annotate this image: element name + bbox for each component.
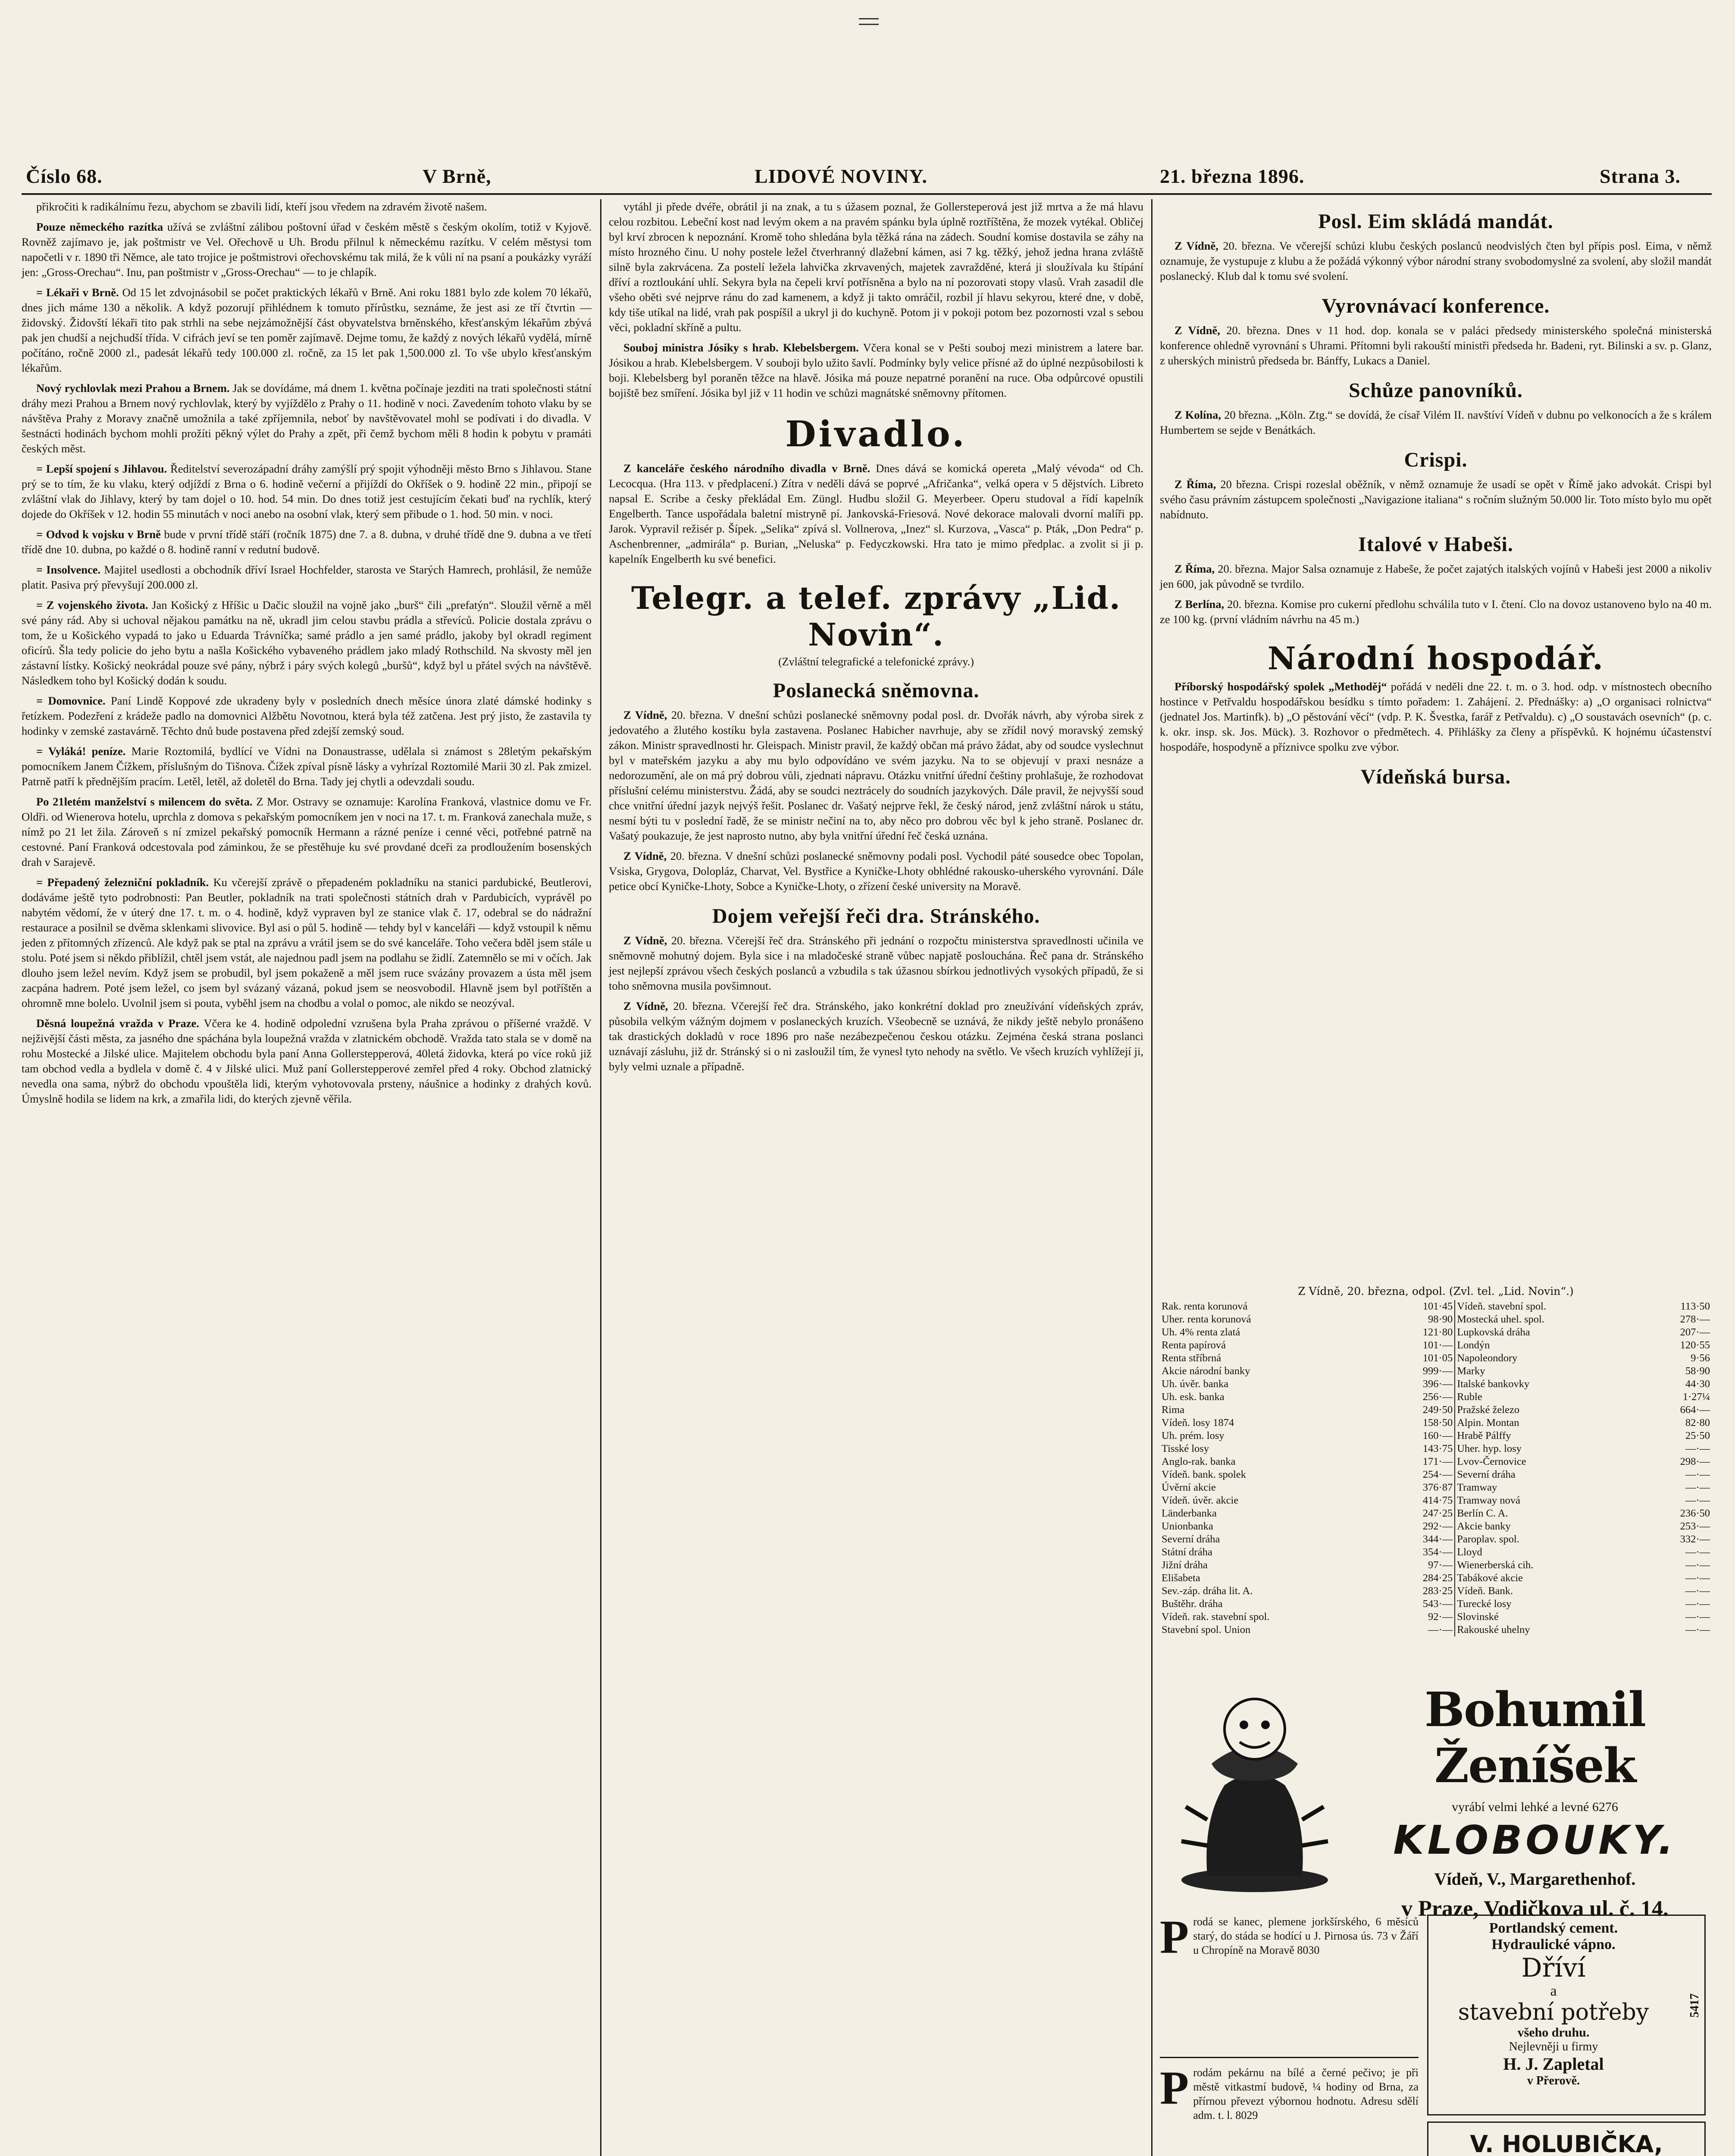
portland-l5: stavební potřeby bbox=[1458, 1999, 1649, 2025]
article-text: Jan Košický z Hříšic u Dačic sloužil na vojně jako „burš“ čili „prefatýn“. Sloužil věrně a měl své pány rád. Aby si uchoval nějakou památku na ně, ukradl jim celou stavbu prádla a střevíců. Policie dostala zprávu o tom, že u Košického vypadá to jako u Eduarda Trávníčka; samé prádlo a jen samé prádlo, jakoby byl okradl regiment oficírů. Šla tedy policie do jeho bytu a našla Košického vybaveného prádlem jako mladý Rothschild. Na skvosty měl jen zástavní lístky. Košický neokrádal pouze své pány, nýbrž i páry svých kolegů „buršů“, když byl u přátel svých na návštěvě. Následkem toho byl Košický dodán k soudu. bbox=[22, 599, 592, 687]
bursa-price: —·— bbox=[1685, 1572, 1710, 1584]
bursa-item: Uher. renta korunová bbox=[1162, 1313, 1251, 1325]
bursa-price: —·— bbox=[1685, 1624, 1710, 1636]
bursa-price: 278·— bbox=[1680, 1313, 1710, 1325]
bursa-row bbox=[1160, 1533, 1712, 1546]
article-headline: = Odvod k vojsku v Brně bbox=[36, 528, 161, 541]
zenisek-line3: v Praze, Vodičkova ul. č. 14. bbox=[1401, 1896, 1669, 1921]
bursa-price: 25·50 bbox=[1685, 1430, 1710, 1442]
article-text: 20 března. Crispi rozeslal oběžník, v němž oznamuje že usadí se opět v Římě jako advokát. Crispi byl svého času právním zástupcem společnosti „Navigazione italiana“ s ročním služným 50.000 lir. Toto místo bylo mu opět nabídnuto. bbox=[1160, 478, 1712, 521]
subsection-heading: Poslanecká sněmovna. bbox=[773, 679, 980, 702]
article-paragraph bbox=[22, 875, 592, 1011]
ad-pekarna-cap: P bbox=[1160, 2062, 1189, 2114]
article-text: Včera konal se v Pešti souboj mezi ministrem a latere bar. Jósikou a hrab. Klebelsbergem. V souboji bylo užito šavlí. Podmínky byly velice přísné až do úplné nezpůsobilosti k boji. Klebelsberg byl poraněn těžce na hlavě. Jósika má pouze nepatrné poranění na ruce. Oba odpůrcové opustili bojiště bez smíření. Jósika byl již v 11 hodin ve schůzi magnátské sněmovny přítomen. bbox=[609, 341, 1143, 399]
bursa-price: 354·— bbox=[1386, 1546, 1455, 1559]
bursa-row bbox=[1160, 1339, 1712, 1352]
article-paragraph bbox=[1160, 323, 1712, 368]
portland-l7: Nejlevněji u firmy bbox=[1509, 2040, 1598, 2053]
bursa-price: 98·90 bbox=[1386, 1313, 1455, 1326]
bursa-price: 236·50 bbox=[1680, 1507, 1710, 1519]
article-paragraph bbox=[609, 849, 1143, 894]
zenisek-product: KLOBOUKY. bbox=[1393, 1817, 1677, 1863]
running-header bbox=[22, 160, 1712, 191]
article-text: Paní Lindě Koppové zde ukradeny byly v posledních dnech měsíce února zlaté dámské hodinky s řetízkem. Podezření z krádeže padlo na domovnici Alžbětu Novotnou, která byla též zatčena. Jest prý jisto, že zastavila ty hodinky v zemské zastavárně. Těchto dnů bude postavena před zdejší zemský soud. bbox=[22, 694, 592, 737]
bursa-item: Länderbanka bbox=[1162, 1507, 1217, 1519]
bursa-price: 101·45 bbox=[1386, 1300, 1455, 1313]
article-headline: Z kanceláře českého národního divadla v Brně. bbox=[623, 462, 871, 475]
section-heading: Národní hospodář. bbox=[1267, 640, 1604, 677]
bursa-price: 292·— bbox=[1386, 1520, 1455, 1533]
ad-zenisek bbox=[1160, 1673, 1712, 1921]
article-paragraph bbox=[609, 708, 1143, 843]
bursa-row bbox=[1160, 1572, 1712, 1585]
portland-l8: H. J. Zapletal bbox=[1503, 2054, 1604, 2074]
ad-divider-1 bbox=[1160, 2057, 1419, 2058]
bursa-price: 207·— bbox=[1680, 1326, 1710, 1338]
article-headline: Děsná loupežná vražda v Praze. bbox=[36, 1017, 199, 1030]
article-text: 20. března. Komise pro cukerní předlohu schválila tuto v I. čtení. Clo na dovoz ustanoveno bylo na 40 m. ze 100 kg. (první vládním návrhu na 45 m.) bbox=[1160, 598, 1712, 626]
subsection-heading: Posl. Eim skládá mandát. bbox=[1318, 210, 1553, 233]
article-text: Marie Roztomilá, bydlící ve Vídni na Donaustrasse, udělala si známost s 28letým pekařským pomocníkem Janem Čížkem, příslušným do Tišnova. Čížek zpíval písně lásky a vyhrízal Roztomilé Marii 30 zl. Pak zmizel. Patrně patří k přednějším pracím. Letěl, letěl, až doletěl do Brna. Tady jej chytli a odevzdali soudu. bbox=[22, 745, 592, 788]
article-paragraph bbox=[22, 598, 592, 688]
bursa-price: 1·27¼ bbox=[1682, 1391, 1710, 1403]
bursa-price: —·— bbox=[1685, 1469, 1710, 1480]
zenisek-name: Bohumil Ženíšek bbox=[1424, 1682, 1646, 1793]
bursa-item: Státní dráha bbox=[1162, 1546, 1212, 1558]
article-text: Včera ke 4. hodině odpolední vzrušena byla Praha zprávou o příšerné vraždě. V nejživější části města, za jasného dne spáchána byla loupežná vražda v zlatnickém obchodě. Vražda tato stala se v domě na rohu Mostecké a Jilské ulice. Majitelem obchodu byla paní Anna Gollerstepperová, 40letá židovka, která po více roků již tam obchod vedla a bydlela v domě č. 4 v Jilské ulici. Muž paní Gollerstepperové zemřel před 4 roky. Obchod zlatnický nevedla ona sama, nýbrž do obchodu vpouštěla lidi, kterým vyhotovovala prsteny, náušnice a hodinky z drahých kovů. Úmyslně hodila se lidem na krk, a zmařila lidi, do kterých zjevně věřila. bbox=[22, 1017, 592, 1105]
bursa-row bbox=[1160, 1520, 1712, 1533]
bursa-row bbox=[1160, 1391, 1712, 1404]
subsection-heading: Schůze panovníků. bbox=[1349, 379, 1523, 402]
issue-number: Číslo 68. bbox=[26, 165, 103, 187]
bursa-price: 160·— bbox=[1386, 1429, 1455, 1442]
ad-portland bbox=[1427, 1915, 1706, 2115]
portland-l3: Dříví bbox=[1521, 1953, 1586, 1983]
bursa-item: Mostecká uhel. spol. bbox=[1457, 1313, 1544, 1325]
article-paragraph bbox=[1160, 238, 1712, 284]
article-headline: = Přepadený železniční pokladník. bbox=[36, 876, 209, 889]
bursa-price: 256·— bbox=[1386, 1391, 1455, 1404]
article-headline: Z Říma, bbox=[1174, 478, 1216, 491]
article-headline: Z Kolína, bbox=[1174, 408, 1221, 421]
bursa-item: Vídeň. Bank. bbox=[1457, 1585, 1513, 1597]
bursa-item: Tramway bbox=[1457, 1482, 1497, 1493]
bursa-price: —·— bbox=[1685, 1443, 1710, 1454]
bursa-row bbox=[1160, 1326, 1712, 1339]
article-headline: Z Vídně, bbox=[623, 934, 667, 947]
article-headline: = Vyláká! peníze. bbox=[36, 745, 126, 758]
article-text: bude v první třídě stáří (ročník 1875) dne 7. a 8. dubna, v druhé třídě dne 9. dubna a ve třetí třídě dne 10. dubna, po každé o 8. hodině ranní v redutní budově. bbox=[22, 528, 592, 556]
article-text: užívá se zvláštní zálibou poštovní úřad v českém městě s českým okolím, totiž v Kyjově. Rovněž zajímavo je, jak poštmistr ve Vel. Ořechově u Uh. Brodu přilnul k německému razítku. V celém městysi tom napočetli v r. 1890 tři Němce, ale tato trojice je poštmistrovi ořechovskému tak milá, že k vůli ní na psaní a poukázky vyráží jen: „Gross-Orechau“. Inu, pan poštmistr v „Gross-Orechau“ — to je chlapík. bbox=[22, 220, 592, 279]
bursa-item: Marky bbox=[1457, 1365, 1485, 1377]
bursa-item: Lvov-Černovice bbox=[1457, 1456, 1526, 1467]
article-headline: Z Vídně, bbox=[623, 1000, 668, 1012]
ad-pekarna bbox=[1160, 2062, 1419, 2156]
article-headline: = Lékaři v Brně. bbox=[36, 286, 119, 299]
bursa-price: —·— bbox=[1386, 1623, 1455, 1636]
bursa-item: Severní dráha bbox=[1162, 1533, 1220, 1545]
bursa-item: Tramway nová bbox=[1457, 1495, 1520, 1506]
article-paragraph bbox=[1160, 407, 1712, 438]
article-text: Z Mor. Ostravy se oznamuje: Karolína Franková, vlastnice domu ve Fr. Oldři. od Wienerova hotelu, uprchla z domova s pekařským pomocníkem jen v noci na 17. t. m. Franková zanechala muže, s nímž po 21 let žila. Zároveň s ní zmizel pekařský pomocník Hermann a rázné peníze i cenné věci, potřebné patrně na cestovné. Paní Franková odcestovala pod záminkou, že se přestěhuje ku své provdané dceři za prodloužením bosenských drah v Sarajevě. bbox=[22, 795, 592, 868]
bursa-item: Napoleondory bbox=[1457, 1352, 1518, 1364]
bursa-price: 999·— bbox=[1386, 1365, 1455, 1378]
bursa-item: Renta papírová bbox=[1162, 1339, 1226, 1351]
article-text: vytáhl ji přede dvéře, obrátil ji na znak, a tu s úžasem poznal, že Gollersteperová jest již mrtva a že má hlavu celou rozbitou. Lebeční kost nad levým okem a na pravém spánku byla úplně roztříštěna, že mozek vytékal. Obličej byl krví zbrocen k nepoznání. Kromě toho shledána byla těžká rána na zádech. Soudní komise dostavila se záhy na místo hrozného činu. U nohy postele ležel čtverhranný dlažební kámen, asi 7 kg. těžký, jehož jedna hrana zvláště silně byla zakrvácena. Za postelí ležela lahvička zkrvavených, majetek zavražděné, která ji sloužívala ku štípání dříví a roztloukání uhlí. Sekyra byla na čepeli krví potřísněna a bylo na ní pozorovati stopy vlasů. Vrah zasadil dle všeho oběti své nejprve ránu do zad kamenem, a když ji takto omráčil, rozbil jí hlavu sekyrou, které dne, v době, kdy tiše utíkal na lidé, vrah pak pospíšil a ukryl ji do kuchyně. Potom ji v pokoji potom bez pozornosti vzal s sebou věci, pokladní skříně a pultu. bbox=[609, 200, 1143, 334]
bursa-row bbox=[1160, 1546, 1712, 1559]
bursa-row bbox=[1160, 1611, 1712, 1623]
article-headline: Příborský hospodářský spolek „Methoděj“ bbox=[1174, 680, 1387, 693]
bursa-item: Anglo-rak. banka bbox=[1162, 1456, 1236, 1467]
bursa-price: 247·25 bbox=[1386, 1507, 1455, 1520]
article-headline: = Domovnice. bbox=[36, 694, 106, 707]
bursa-price: 253·— bbox=[1680, 1520, 1710, 1532]
article-text: Dnes dává se komická opereta „Malý vévoda“ od Ch. Lecocqua. (Hra 113. v předplacení.) Zítra v neděli dává se poprvé „Afričanka“, velká opera v 5 dějstvích. Libreto napsal E. Scribe a česky překládal Em. Züngl. Hudbu složil G. Meyerbeer. Operu studoval a řídí kapelník Engelberth. Tance uspořádala baletní mistryně pí. Jankovská-Friesová. Nové dekorace malovali dvorní malíři pp. Jarok. Vypravil režisér p. Šípek. „Selika“ zpívá sl. Vollnerova, „Inez“ sl. Kurzova, „Vasca“ p. Pták, „Don Pedra“ p. Aschenbrenner, „admirála“ p. Burian, „Neluska“ p. Fedyczkowski. Hra tato je mimo předplac. a zvolit si ji p. kapelník Engelberth ku své benefici. bbox=[609, 462, 1144, 565]
bursa-row bbox=[1160, 1559, 1712, 1572]
column-rule-1 bbox=[600, 199, 601, 2156]
bursa-item: Vídeň. bank. spolek bbox=[1162, 1469, 1246, 1480]
bursa-price: —·— bbox=[1685, 1585, 1710, 1597]
ad-kanec bbox=[1160, 1911, 1419, 2053]
article-paragraph bbox=[609, 199, 1143, 335]
article-paragraph bbox=[609, 461, 1143, 567]
bursa-item: Úvěrní akcie bbox=[1162, 1482, 1216, 1493]
bursa-price: 344·— bbox=[1386, 1533, 1455, 1546]
article-paragraph bbox=[22, 219, 592, 280]
column-2 bbox=[609, 199, 1143, 2156]
article-text: 20. března. Včerejší řeč dra. Stránského, jako konkrétní doklad pro zneužívání vídeňských zpráv, působila velkým vážným dojmem v poslaneckých kruzích. Všeobecně se uznává, že nikdy ještě nebylo pronášeno tak drastických dokladů v roce 1896 pro naše nezábezpečenou českou otázku. Zejména česká strana poslanci uznávají zásluhu, již dr. Stránský si o ni zasloužil tím, že vynesl tyto nehody na světlo. Ve všech kruzích vyhlížejí ji, byly velmi uznale a případně. bbox=[609, 1000, 1144, 1073]
bursa-price: 113·50 bbox=[1680, 1300, 1710, 1312]
bursa-price: 101·— bbox=[1386, 1339, 1455, 1352]
article-text: Ředitelství severozápadní dráhy zamýšlí prý spojit výhodněji město Brno s Jihlavou. Stane prý se to tím, že ku vlaku, který odjíždí z Brna o 6. hodině večerní a přijíždí do Okříšek o 9. hodině 22 min., připojí se zvláštní vlak do Jihlavy, který by tam dojel o 10. hod. 54 min. Do dnes totiž jest cestujícím čekati buď na rychlík, který dojede do Okříšek v 12. hodin 55 minutách v noci anebo na osobní vlak, který sem přibude o 1. hod. 50 min. v noci. bbox=[22, 462, 592, 520]
bursa-item: Hrabě Pálffy bbox=[1457, 1430, 1511, 1442]
bursa-item: Stavební spol. Union bbox=[1162, 1624, 1251, 1636]
bursa-item: Rima bbox=[1162, 1404, 1185, 1416]
article-paragraph bbox=[609, 999, 1143, 1074]
bursa-item: Severní dráha bbox=[1457, 1469, 1516, 1480]
article-headline: Z Říma, bbox=[1174, 562, 1215, 575]
portland-l6: všeho druhu. bbox=[1517, 2025, 1590, 2040]
bursa-item: Akcie banky bbox=[1457, 1520, 1511, 1532]
article-text: 20. března. Major Salsa oznamuje z Habeše, že počet zajatých italských vojínů v Habeši jest 2000 a nikoliv jen 600, jak původně se tvrdilo. bbox=[1160, 562, 1712, 590]
subsection-heading: Dojem veřejší řeči dra. Stránského. bbox=[712, 905, 1040, 928]
bursa-price: 58·90 bbox=[1685, 1365, 1710, 1377]
bursa-row bbox=[1160, 1416, 1712, 1429]
bursa-row bbox=[1160, 1429, 1712, 1442]
bursa-row bbox=[1160, 1300, 1712, 1313]
article-headline: = Z vojenského života. bbox=[36, 599, 148, 611]
bursa-price: 92·— bbox=[1386, 1611, 1455, 1623]
bursa-item: Turecké losy bbox=[1457, 1598, 1512, 1610]
article-headline: Souboj ministra Jósiky s hrab. Klebelsbergem. bbox=[623, 341, 859, 354]
bursa-row bbox=[1160, 1494, 1712, 1507]
bursa-price: —·— bbox=[1685, 1495, 1710, 1506]
article-paragraph bbox=[22, 794, 592, 870]
article-text: 20. března. Ve včerejší schůzi klubu českých poslanců neodvislých čten byl přípis posl. Eima, v němž oznamuje, že vystupuje z klubu a že požádá výkonný výbor národní strany svobodomyslné za svolení, aby složil mandát poslanecký. Klub dal k tomu své svolení. bbox=[1160, 239, 1712, 282]
portland-side-number: 5417 bbox=[1688, 1993, 1701, 2018]
subsection-heading: Italové v Habeši. bbox=[1358, 533, 1513, 556]
bursa-item: Wienerberská cih. bbox=[1457, 1559, 1534, 1571]
bursa-item: Lloyd bbox=[1457, 1546, 1482, 1558]
bursa-price: —·— bbox=[1685, 1546, 1710, 1558]
bursa-row bbox=[1160, 1455, 1712, 1468]
article-paragraph bbox=[1160, 561, 1712, 592]
article-paragraph bbox=[22, 744, 592, 789]
bursa-table bbox=[1160, 1300, 1712, 1636]
bursa-price: 101·05 bbox=[1386, 1352, 1455, 1365]
section-heading: Divadlo. bbox=[785, 414, 967, 455]
bursa-item: Uh. prém. losy bbox=[1162, 1430, 1225, 1442]
article-paragraph bbox=[22, 381, 592, 456]
section-subtitle: (Zvláštní telegrafické a telefonické zprávy.) bbox=[778, 655, 974, 668]
column-3 bbox=[1160, 199, 1712, 1277]
issue-date: 21. března 1896. bbox=[1160, 165, 1305, 187]
article-text: pořádá v neděli dne 22. t. m. o 3. hod. odp. v místnostech obecního hostince v Petřvaldu hospodářskou besídku s tímto pořadem: 1. Zahájení. 2. Přednášky: a) „O organisaci rolnictva“ (jednatel Jos. Martinfk). b) „O pěstování věcí“ (vdp. P. K. Švestka, farář z Petřvaldu). c) „O soustavách osevních“ (p. c. k. okr. insp. sk. Jos. Mück). 3. Rozhovor o předmětech. 4. Přihlášky za členy a příspěvků. K hojnému účastenství hospodáře, hospodyně a příznivce spolku zve výbor. bbox=[1160, 680, 1712, 753]
bursa-price: —·— bbox=[1685, 1559, 1710, 1571]
bursa-price: 284·25 bbox=[1386, 1572, 1455, 1585]
article-paragraph bbox=[22, 562, 592, 592]
article-paragraph bbox=[22, 693, 592, 739]
article-paragraph bbox=[609, 340, 1143, 401]
article-headline: Z Berlína, bbox=[1174, 598, 1225, 611]
bursa-row bbox=[1160, 1585, 1712, 1598]
bursa-item: Unionbanka bbox=[1162, 1520, 1213, 1532]
bursa-row bbox=[1160, 1404, 1712, 1416]
bursa-price: 97·— bbox=[1386, 1559, 1455, 1572]
city-line: V Brně, bbox=[423, 165, 492, 187]
bursa-item: Alpin. Montan bbox=[1457, 1417, 1519, 1429]
bursa-price: 120·55 bbox=[1680, 1339, 1710, 1351]
portland-l2: Hydraulické vápno. bbox=[1491, 1937, 1616, 1952]
bursa-item: Paroplav. spol. bbox=[1457, 1533, 1519, 1545]
bursa-price: 121·80 bbox=[1386, 1326, 1455, 1339]
article-text: 20 března. „Köln. Ztg.“ se dovídá, že císař Vilém II. navštíví Vídeň v dubnu po velkonocích a že s králem Humbertem se sejde v Benátkách. bbox=[1160, 408, 1712, 436]
bursa-row bbox=[1160, 1352, 1712, 1365]
bursa-price: 158·50 bbox=[1386, 1416, 1455, 1429]
article-text: Od 15 let zdvojnásobil se počet praktických lékařů v Brně. Ani roku 1881 bylo zde kolem 70 lékařů, dnes jich máme 130 a několik. A když pozorují přihlédnem k tomuto přírůstku, seznáme, že jest asi ze tří čtvrtin — židovský. Židovští lékaři tito pak strhli na sebe nejzámožnější část obyvatelstva brněnského, křesťanským lékařům zbývá pak jen chudší a nejchudší třída. V cifrách jeví se ten poměr zajímavě. Dejme tomu, že každý z nových lékařů vydělá, mírně počítáno, ročně 2000 zl., padesát lékařů tedy 100.000 zl. ročně, za 15 let pak 1,500.000 zl. To vše ubylo křesťanským lékařům. bbox=[22, 286, 592, 374]
page-number: Strana 3. bbox=[1600, 165, 1681, 187]
bursa-row bbox=[1160, 1313, 1712, 1326]
bursa-price: 9·56 bbox=[1691, 1352, 1710, 1364]
bursa-item: Vídeň. rak. stavební spol. bbox=[1162, 1611, 1270, 1623]
ad-kanec-text: rodá se kanec, plemene jorkšírského, 6 měsíců starý, do stáda se hodící u J. Pirnosa ús. 73 v Žáří u Chropíně na Moravě 8030 bbox=[1193, 1915, 1419, 1956]
article-paragraph bbox=[609, 933, 1143, 993]
bursa-row bbox=[1160, 1468, 1712, 1481]
bursa-item: Vídeň. stavební spol. bbox=[1457, 1300, 1547, 1312]
bursa-item: Uh. úvěr. banka bbox=[1162, 1378, 1229, 1390]
bursa-price: —·— bbox=[1685, 1598, 1710, 1610]
bursa-price: 298·— bbox=[1680, 1456, 1710, 1467]
article-headline: = Insolvence. bbox=[36, 563, 101, 576]
article-paragraph bbox=[22, 1016, 592, 1106]
bursa-price: 143·75 bbox=[1386, 1442, 1455, 1455]
subsection-heading: Crispi. bbox=[1404, 448, 1468, 471]
ad-pekarna-text: rodám pekárnu na bílé a černé pečivo; je při městě vitkastmí budově, ¼ hodiny od Brna, za přírnou převezt výbornou hodnotu. Adresu sdělí adm. t. l. 8029 bbox=[1193, 2066, 1419, 2122]
article-text: 20. března. Včerejší řeč dra. Stránského při jednání o rozpočtu ministerstva spravedlnosti učinila ve sněmovně mohutný dojem. Byla sice i na mladočeské straně vůbec napjatě poslouchána. Řeč pana dr. Stránského jest nejlepší zprávou všech českých poslanců a vzbudila s tak úžasnou sbírkou jednotlivých vysokých případů, že si toho sněmovna musila povšimnout. bbox=[609, 934, 1143, 992]
bursa-price: —·— bbox=[1685, 1482, 1710, 1493]
article-text: 20. března. Dnes v 11 hod. dop. konala se v paláci předsedy ministerského společná ministerská konference ohledně vyrovnání s Uhrami. Přítomni byli rakouští ministři předseda hr. Badeni, ryt. Bilinski a sv. p. Glanz, z uherských ministrů předseda br. Bánffy, Lukacs a Daniel. bbox=[1160, 324, 1712, 367]
article-paragraph bbox=[22, 199, 592, 214]
portland-l4: a bbox=[1550, 1983, 1557, 1999]
bursa-item: Ruble bbox=[1457, 1391, 1482, 1403]
bursa-item: Rak. renta korunová bbox=[1162, 1300, 1248, 1312]
article-paragraph bbox=[1160, 477, 1712, 522]
article-headline: Po 21letém manželství s milencem do světa. bbox=[36, 795, 253, 808]
article-paragraph bbox=[22, 527, 592, 557]
bursa-item: Uher. hyp. losy bbox=[1457, 1443, 1522, 1454]
hat-illustration bbox=[1160, 1677, 1350, 1902]
article-paragraph bbox=[1160, 597, 1712, 627]
bursa-item: Italské bankovky bbox=[1457, 1378, 1530, 1390]
article-text: Ku včerejší zprávě o přepadeném pokladníku na stanici pardubické, Beutlerovi, dodáváme ještě tyto podrobnosti: Pan Beutler, pokladník na trati společnosti státních drah v Pardubicích, vyprávěl po nabytém vědomí, že v úterý dne 17. t. m. o 4. hodině, když vypraven byl ze stanice vlak č. 17, odebral se do nádražní restaurace a posilnil se dvěma sklenkami slivovice. Byl asi o půl 5. hodině — tehdy byl v kanceláři — když vstoupil k němu jeden z přítomných zřízenců. Ale když pak se ptal na zprávu a vrátil jsem se do své kanceláře. Toho večera bděl jsem stále u stolu. Poté jsem si někdo přiblížil, chtěl jsem vstát, ale najednou padl jsem na podlahu se židlí. Zatemnělo se mi v očích. Jak dlouho jsem ležel nevím. Když jsem se probudil, byl jsem pokaženě a měl jsem ruce svázány provazem a ústa měl jsem zacpána hadrem. Poté jsem ležel, co jsem byl svázaný vázaná, pokud jsem se neosvobodil. Hlavně jsem byl potříštěn a ohromně mne bolelo. Uvolnil jsem si pouta, vyběhl jsem na chodbu a volal o pomoc, ale nikdo se neozýval. bbox=[22, 876, 592, 1009]
bursa-price: 254·— bbox=[1386, 1468, 1455, 1481]
bursa-price: 283·25 bbox=[1386, 1585, 1455, 1598]
section-heading: Telegr. a telef. zprávy „Lid. Novin“. bbox=[631, 580, 1121, 653]
article-headline: = Lepší spojení s Jihlavou. bbox=[36, 462, 167, 475]
bursa-item: Elišabeta bbox=[1162, 1572, 1200, 1584]
bursa-price: 44·30 bbox=[1685, 1378, 1710, 1390]
bursa-item: Vídeň. losy 1874 bbox=[1162, 1417, 1234, 1429]
bursa-item: Berlín C. A. bbox=[1457, 1507, 1508, 1519]
subsection-heading: Vyrovnávací konference. bbox=[1322, 295, 1550, 317]
article-paragraph bbox=[1160, 679, 1712, 755]
bursa-row bbox=[1160, 1598, 1712, 1611]
article-headline: Z Vídně, bbox=[1174, 239, 1218, 252]
bursa-item: Tabákové akcie bbox=[1457, 1572, 1523, 1584]
bursa-header: Z Vídně, 20. března, odpol. (Zvl. tel. „Lid. Novin“.) bbox=[1298, 1285, 1574, 1297]
article-headline: Pouze německého razítka bbox=[36, 220, 163, 233]
bursa-item: Vídeň. úvěr. akcie bbox=[1162, 1495, 1239, 1506]
article-text: Jak se dovídáme, má dnem 1. května počínaje jezditi na trati společnosti státní dráhy mezi Prahou a Brnem nový rychlovlak, který by vyjíždělo z Prahy o 11. hodině v noci. Zavedením tohoto vlaku by se návštěva Prahy z Moravy značně umožnila a také zpříjemnila, neboť by navštěvovatel mohl se podívati i do divadla. V šestnácti hodinách bychom mohli prožíti pěkný výlet do Prahy a zpět, při čemž bychom měli 8 hodin k pobytu v pramáti českých měst. bbox=[22, 382, 592, 455]
bursa-price: 82·80 bbox=[1685, 1417, 1710, 1429]
bursa-row bbox=[1160, 1481, 1712, 1494]
newspaper-title: LIDOVÉ NOVINY. bbox=[755, 165, 927, 187]
bursa-item: Pražské železo bbox=[1457, 1404, 1520, 1416]
bursa-row bbox=[1160, 1378, 1712, 1391]
ad-kanec-cap: P bbox=[1160, 1911, 1189, 1963]
column-rule-2 bbox=[1151, 199, 1152, 2156]
portland-l9: v Přerově. bbox=[1527, 2074, 1580, 2087]
bursa-item: Renta stříbrná bbox=[1162, 1352, 1221, 1364]
bursa-row bbox=[1160, 1442, 1712, 1455]
bursa-price: 396·— bbox=[1386, 1378, 1455, 1391]
article-text: přikročiti k radikálnímu řezu, abychom se zbavili lidí, kteří jsou vředem na zdravém životě našem. bbox=[36, 200, 487, 213]
header-rule bbox=[22, 193, 1712, 195]
bursa-item: Lupkovská dráha bbox=[1457, 1326, 1530, 1338]
bursa-item: Londýn bbox=[1457, 1339, 1490, 1351]
bursa-row bbox=[1160, 1365, 1712, 1378]
article-headline: Z Vídně, bbox=[623, 849, 667, 862]
bursa-item: Rakouské uhelny bbox=[1457, 1624, 1530, 1636]
ad-holubicka bbox=[1427, 2122, 1706, 2156]
portland-l1: Portlandský cement. bbox=[1489, 1920, 1618, 1936]
bursa-item: Akcie národní banky bbox=[1162, 1365, 1250, 1377]
bursa-row bbox=[1160, 1507, 1712, 1520]
subsection-heading: Vídeňská bursa. bbox=[1360, 765, 1511, 788]
bursa-item: Uh. esk. banka bbox=[1162, 1391, 1225, 1403]
column-1 bbox=[22, 199, 592, 2156]
bursa-price: 332·— bbox=[1680, 1533, 1710, 1545]
article-text: 20. března. V dnešní schůzi poslanecké sněmovny podali posl. Vychodil páté sousedce obec Topolan, Vsiska, Grygova, Dolopláz, Charvat, Vel. Bystřice a Kyničke-Lhoty obhlédné rakousko-uherského vyrovnání. Dále petice obcí Kyničke-Lhoty, Sobce a Kyničke-Lhoty, o zřízení české university na Moravě. bbox=[609, 849, 1144, 893]
bursa-item: Uh. 4% renta zlatá bbox=[1162, 1326, 1240, 1338]
bursa-item: Sev.-záp. dráha lit. A. bbox=[1162, 1585, 1253, 1597]
bursa-price: 171·— bbox=[1386, 1455, 1455, 1468]
bursa-item: Tisské losy bbox=[1162, 1443, 1209, 1454]
bursa-item: Buštěhr. dráha bbox=[1162, 1598, 1223, 1610]
zenisek-line1: vyrábí velmi lehké a levné 6276 bbox=[1452, 1800, 1618, 1814]
bursa-price: —·— bbox=[1685, 1611, 1710, 1623]
zenisek-line2: Vídeň, V., Margarethenhof. bbox=[1434, 1869, 1636, 1889]
bursa-item: Jižní dráha bbox=[1162, 1559, 1208, 1571]
bursa-price: 376·87 bbox=[1386, 1481, 1455, 1494]
article-headline: Nový rychlovlak mezi Prahou a Brnem. bbox=[36, 382, 230, 395]
bursa-block bbox=[1160, 1285, 1712, 1664]
article-paragraph bbox=[22, 461, 592, 522]
bursa-row bbox=[1160, 1623, 1712, 1636]
bursa-price: 249·50 bbox=[1386, 1404, 1455, 1416]
bursa-price: 664·— bbox=[1680, 1404, 1710, 1416]
bursa-item: Slovinské bbox=[1457, 1611, 1499, 1623]
print-mark bbox=[859, 18, 879, 25]
bursa-price: 543·— bbox=[1386, 1598, 1455, 1611]
holubicka-name: V. HOLUBIČKA, bbox=[1470, 2131, 1663, 2156]
article-text: Majitel usedlosti a obchodník dříví Israel Hochfelder, starosta ve Starých Hamrech, prohlásil, že nemůže platit. Pasiva prý převyšují 200.000 zl. bbox=[22, 563, 592, 591]
article-paragraph bbox=[22, 285, 592, 376]
article-headline: Z Vídně, bbox=[623, 708, 667, 721]
article-text: 20. března. V dnešní schůzi poslanecké sněmovny podal posl. dr. Dvořák návrh, aby výroba sirek z jedovatého a žlutého kostíku byla zastavena. Poslanec Habicher navrhuje, aby se zřídil nový moravský zemský zákon. Ministr spravedlnosti hr. Gleispach. Ministr pravil, že každý občan má právo žádat, aby od soudce vyslechnut byl v mateřském jazyku a aby mu bylo odpovídáno ve svém jazyku. Na to se objevují v praxi nesnáze a nedorozumění, ale on má prý dobrou vůli, zjednati nápravu. Otázku vnitřní úřední češtiny prohlašuje, že rozhodovat příslušní celému ministerstvu. Žádá, aby se soudci neztrácely do soudních jazykových. Dále pravil, že nejvyšší soud chce vnitřní úřední jazyk nejvýš řešit. Poslanec dr. Vašatý nejprve řekl, že český národ, jenž zvláštní nárok u státu, nesmí býti tu v poslední řadě, že se ministr nečiní na to, aby něco pro dobrou věc byl k jeho straně. Poslanec dr. Vašatý poukazuje, že jest naprosto nutno, aby byla vnitřní úřední řeč česká uznána. bbox=[609, 708, 1144, 842]
bursa-price: 414·75 bbox=[1386, 1494, 1455, 1507]
article-headline: Z Vídně, bbox=[1174, 324, 1220, 337]
